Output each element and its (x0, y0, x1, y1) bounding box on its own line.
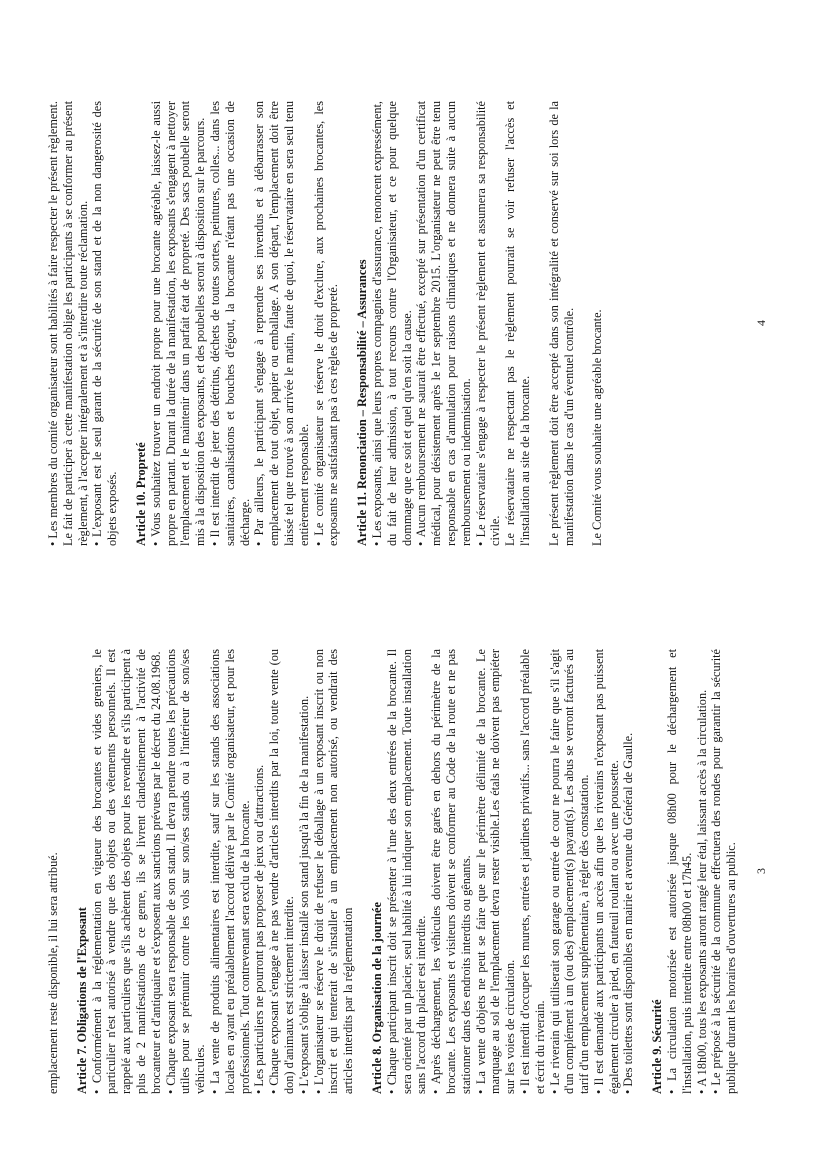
article-10-paragraph: • Le comité organisateur se réserve le droit d'exclure, aux prochaines brocantes, les exposants ne satisfaisant pas à ces règles de propreté. (312, 101, 342, 546)
article-7-paragraph: • Chaque exposant s'engage à ne pas vendre d'articles interdits par la loi, toute vente (ou don) d'animaux est strictement interdite. (267, 649, 297, 1094)
article-8-paragraph: • Chaque participant inscrit doit se présenter à l'une des deux entrées de la brocante. Il sera orienté par un placier, seul habilité à lui indiquer son emplacement. Toute installation sans l'accord du placier est interdite. (385, 649, 429, 1094)
final-paragraph: Le présent règlement doit être accepté dans son intégralité et conservé sur soi lors de la manifestation dans le cas d'un éventuel contrôle. (546, 101, 576, 546)
article-9-paragraph: • A 18h00, tous les exposants auront rangé leur étal, laissant accès à la circulation. (695, 649, 710, 1094)
intro-bullet: • Les membres du comité organisateur sont habilités à faire respecter le présent règlement. Le fait de participer à cette manifestation oblige les participants à se conformer au présent règlement, à l'accepter intégralement et à s'interdire toute réclamation. (46, 101, 90, 546)
spacer (576, 101, 590, 546)
article-10-paragraph: • Il est interdit de jeter des détritus, déchets de toutes sortes, peintures, colles... dans les sanitaires, canalisations et bouches d'égout, la brocante n'étant pas une occasion de décharge. (208, 101, 252, 546)
article-9-heading: Article 9. Sécurité (650, 999, 665, 1094)
article-8-paragraph: • Le riverain qui utiliserait son garage ou entrée de cour ne pourra le faire que s'il s'agit d'un complément à un (ou des) emplacement(s) payant(s). Les abus se verront facturés au tarif d'un emplacement supplémentaire, à régler dès constatation. (548, 649, 592, 1094)
article-8-paragraph: • Après déchargement, les véhicules doivent être garés en dehors du périmètre de la brocante. Les exposants et visiteurs doivent se conformer au Code de la route et ne pas stationner dans des endroits interdits ou gênants. (429, 649, 473, 1094)
article-10-heading: Article 10. Propreté (133, 442, 148, 546)
final-paragraph: Le Comité vous souhaite une agréable brocante. (590, 309, 605, 546)
article-8-paragraph: • Des toilettes sont disponibles en mairie et avenue du Général de Gaulle. (621, 649, 636, 1094)
rotated-two-page-spread (46, 44, 781, 1124)
page-number-3: 3 (754, 868, 768, 874)
article-8-paragraph: • La vente d'objets ne peut se faire que sur le périmètre délimité de la brocante. Le marquage au sol de l'emplacement devra rester visible.Les étals ne doivent pas empiéter sur les voies de circulation. (474, 649, 518, 1094)
article-11-paragraph: • Le réservataire s'engage à respecter le présent règlement et assumera sa responsabilité civile. (474, 101, 504, 546)
article-9-paragraph: • Le préposé à la sécurité de la commune effectuera des rondes pour garantir la sécurité publique durant les horaires d'ouvertures au public. (709, 649, 739, 1094)
article-11-paragraph: • Les exposants, ainsi que leurs propres compagnies d'assurance, renoncent expressément, du fait de leur admission, à tout recours contre l'Organisateur, et ce pour quelque dommage que ce soit et quel qu'en soit la cause. (370, 101, 414, 546)
article-10-paragraph: • Vous souhaitez trouver un endroit propre pour une brocante agréable, laissez-le aussi propre en partant. Durant la durée de la manifestation, les exposants s'engagent à nettoyer l'emplacement et le maintenir dans un parfait état de propreté. Des sacs poubelle seront mis à la disposition des exposants, et des poubelles seront à disposition sur le parcours. (149, 101, 208, 546)
intro-bullet: • L'exposant est le seul garant de la sécurité de son stand et de la non dangerosité des objets exposés. (90, 101, 120, 546)
right-page-column (46, 101, 746, 546)
article-7-paragraph: • L'exposant s'oblige à laisser installé son stand jusqu'à la fin de la manifestation. (297, 649, 312, 1094)
page-number-4: 4 (754, 320, 768, 326)
article-7-paragraph: • La vente de produits alimentaires est interdite, sauf sur les stands des associations locales en ayant eu préalablement l'accord délivré par le Comité organisateur, et pour les professionnels. Tout contrevenant sera exclu de la brocante. (208, 649, 252, 1094)
article-7-paragraph: • Conformément à la réglementation en vigueur des brocantes et vides greniers, le particulier n'est autorisé à vendre que des objets ou des vêtements personnels. Il est rappelé aux particuliers que s'ils achètent des objets pour les revendre et s'ils participent à plus de 2 manifestations de ce genre, ils se livrent clandestinement à l'activité de brocanteur et d'antiquaire et s'exposent aux sanctions prévues par le décret du 24.08.1968. (90, 649, 164, 1094)
article-11-closing: Le réservataire ne respectant pas le règlement pourrait se voir refuser l'accès et l'installation au site de la brocante. (503, 101, 532, 546)
article-9-paragraph: • La circulation motorisée est autorisée jusque 08h00 pour le déchargement et l'installation, puis interdite entre 08h00 et 17h45. (665, 649, 695, 1094)
article-10-paragraph: • Par ailleurs, le participant s'engage à reprendre ses invendus et à débarrasser son emplacement de tout objet, papier ou emballage. A son départ, l'emplacement doit être laissé tel que trouvé à son arrivée le matin, faute de quoi, le réservataire en sera seul tenu entièrement responsable. (252, 101, 311, 546)
article-8-paragraph: • Il est demandé aux participants un accès afin que les riverains n'exposant pas puissent également circuler à pied, en fauteuil roulant ou avec une poussette. (592, 649, 622, 1094)
article-8-paragraph: • Il est interdit d'occuper les murets, entrées et jardinets privatifs... sans l'accord préalable et écrit du riverain. (518, 649, 548, 1094)
intro-text: emplacement reste disponible, il lui sera attribué. (46, 852, 60, 1094)
article-7-paragraph: • L'organisateur se réserve le droit de refuser le déballage à un exposant inscrit ou non inscrit et qui tenterait de s'installer à un emplacement non autorisé, ou vendrait des articles interdits par la réglementation (312, 649, 356, 1094)
article-7-paragraph: • Les particuliers ne pourront pas proposer de jeux ou d'attractions. (252, 649, 267, 1094)
article-11-paragraph: • Aucun remboursement ne saurait être effectué, excepté sur présentation d'un certificat médical, pour désistement après le 1er septembre 2015. L'organisateur ne peut être tenu responsable en cas d'annulation pour raisons climatiques et ne donnera suite à aucun remboursement ou indemnisation. (414, 101, 473, 546)
spacer (533, 101, 547, 546)
left-page-column (46, 649, 746, 1094)
article-7-paragraph: • Chaque exposant sera responsable de son stand. Il devra prendre toutes les précautions utiles pour se prémunir contre les vols sur son/ses stands ou à l'intérieur de son/ses véhicules. (164, 649, 208, 1094)
article-7-heading: Article 7. Obligations de l'Exposant (74, 907, 89, 1094)
article-11-heading: Article 11. Renonciation – Responsabilité – Assurances (355, 259, 370, 546)
article-8-heading: Article 8. Organisation de la journée (369, 902, 384, 1094)
